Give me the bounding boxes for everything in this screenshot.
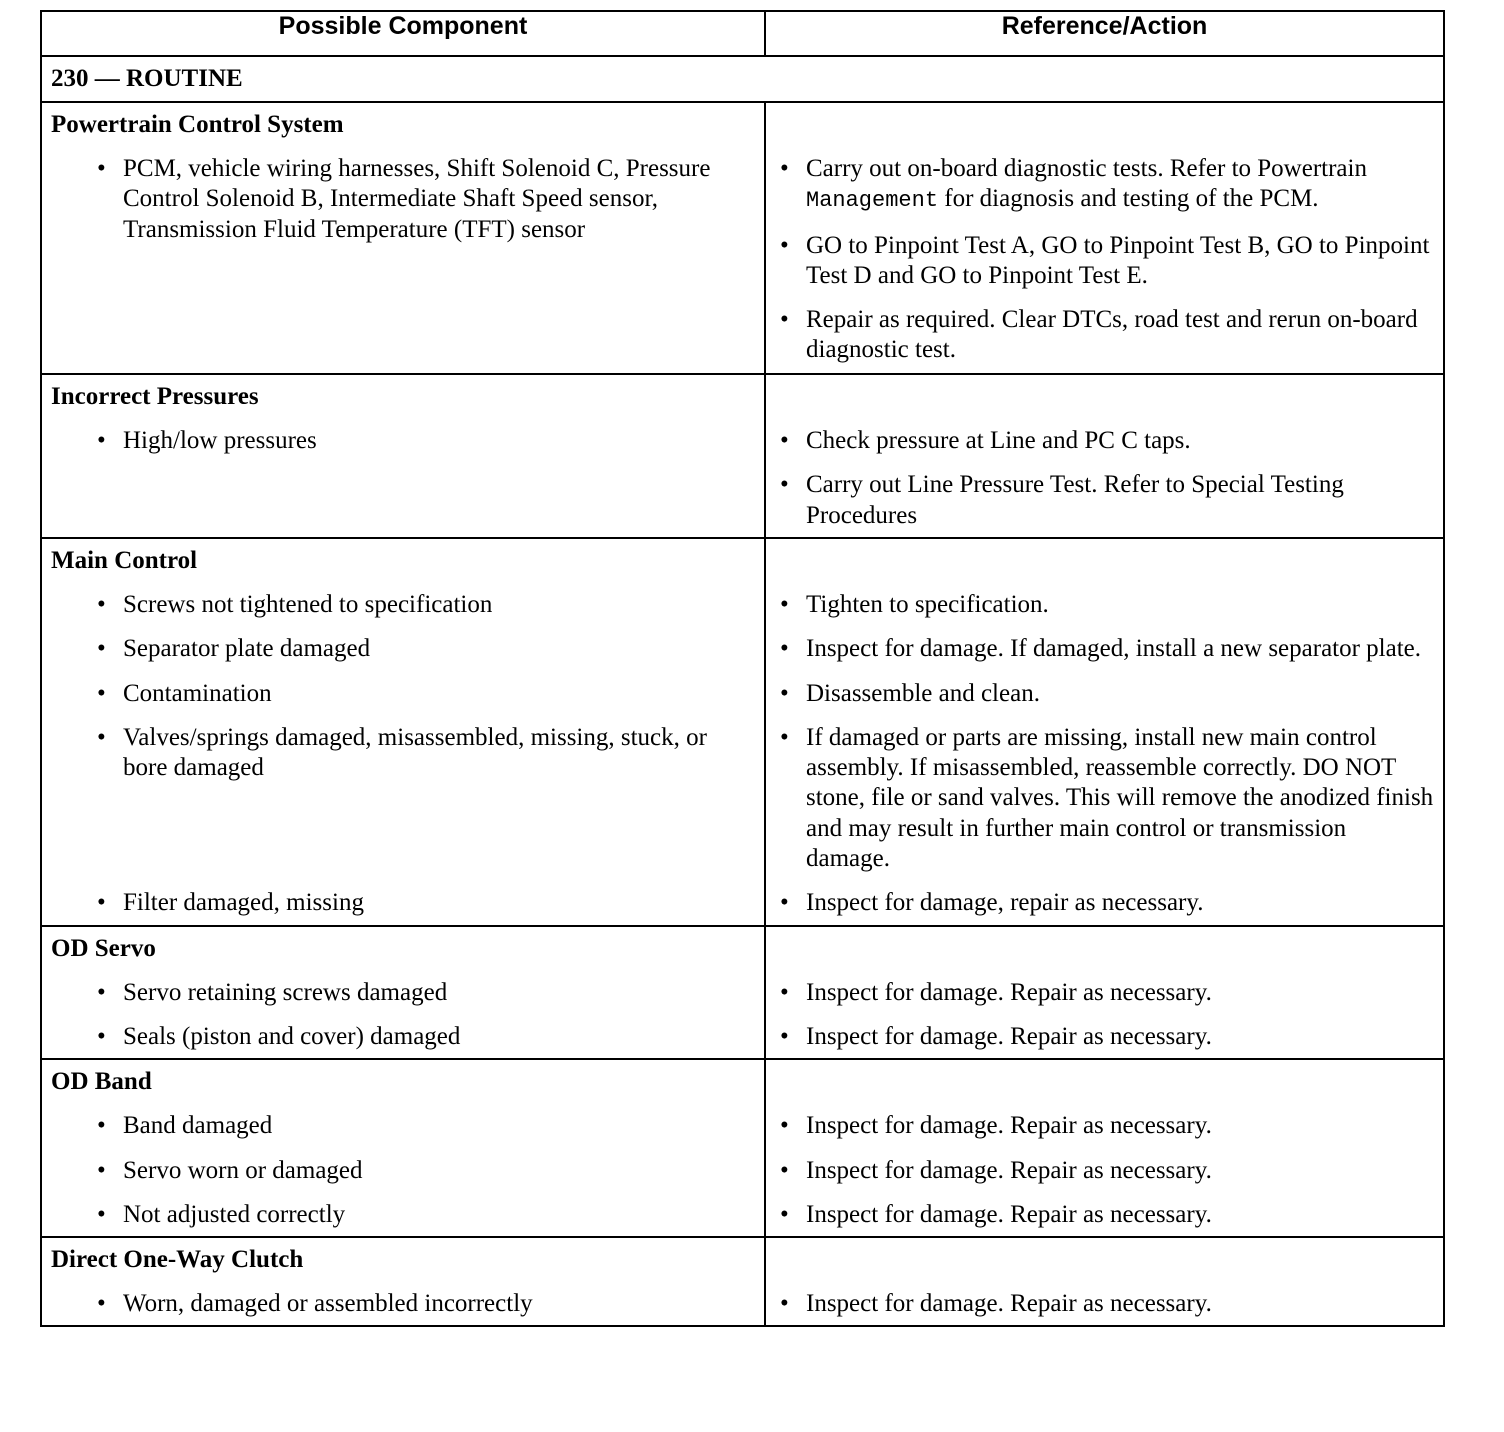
component-cell — [41, 1237, 765, 1326]
bullet-icon: • — [97, 1200, 106, 1228]
action-item — [775, 1111, 1434, 1141]
bullet-icon: • — [97, 978, 106, 1006]
component-text: Servo worn or damaged — [123, 1156, 363, 1184]
action-cell — [765, 538, 1444, 926]
action-item — [775, 1200, 1434, 1230]
action-text: Inspect for damage, repair as necessary. — [806, 889, 1204, 917]
component-item — [51, 426, 755, 531]
component-text: Screws not tightened to specification — [123, 591, 493, 618]
action-text: Inspect for damage. Repair as necessary. — [806, 1022, 1212, 1050]
bullet-icon: • — [97, 723, 106, 751]
component-text: Band damaged — [123, 1112, 273, 1140]
component-text: Not adjusted correctly — [123, 1200, 346, 1228]
component-cell — [41, 374, 765, 538]
section-row — [41, 1237, 1444, 1326]
section-title: Main Control — [51, 547, 198, 574]
action-item — [775, 305, 1434, 366]
bullet-icon: • — [780, 635, 789, 663]
section-title: OD Servo — [51, 934, 156, 962]
component-text: Separator plate damaged — [123, 635, 371, 663]
component-cell — [41, 102, 765, 374]
action-text: Inspect for damage. Repair as necessary. — [806, 978, 1212, 1006]
action-cell — [765, 1059, 1444, 1237]
action-item — [775, 590, 1434, 620]
component-cell — [41, 926, 765, 1060]
component-text: Contamination — [123, 679, 272, 707]
bullet-icon: • — [97, 427, 106, 454]
bullet-icon: • — [780, 889, 789, 917]
component-item — [51, 590, 755, 620]
action-item — [775, 634, 1434, 664]
action-item — [775, 679, 1434, 709]
action-item — [775, 723, 1434, 874]
diagnostic-table — [40, 10, 1445, 1327]
bullet-icon: • — [780, 1200, 789, 1228]
bullet-icon: • — [780, 723, 789, 751]
action-item — [775, 1156, 1434, 1186]
component-cell — [41, 538, 765, 926]
action-item — [775, 1289, 1434, 1319]
component-text: High/low pressures — [123, 427, 317, 454]
action-item — [775, 426, 1434, 456]
routine-label: 230 — ROUTINE — [41, 56, 1444, 102]
bullet-icon: • — [780, 978, 789, 1006]
action-text: Carry out Line Pressure Test. Refer to Special Testing Procedures — [806, 471, 1344, 529]
section-title: Powertrain Control System — [51, 111, 344, 138]
bullet-icon: • — [97, 1290, 106, 1318]
bullet-icon: • — [97, 1112, 106, 1140]
bullet-icon: • — [97, 635, 106, 663]
component-item — [51, 978, 755, 1008]
reference-mono-text: Management — [806, 188, 939, 214]
bullet-icon: • — [97, 679, 106, 707]
component-text: PCM, vehicle wiring harnesses, Shift Solenoid C, Pressure Control Solenoid B, Intermediate Shaft Speed sensor, Transmission Fluid Temperature (TFT) sensor — [123, 155, 711, 243]
bullet-icon: • — [780, 679, 789, 707]
bullet-icon: • — [780, 427, 789, 454]
component-cell — [41, 1059, 765, 1237]
action-item — [775, 1022, 1434, 1052]
component-text: Servo retaining screws damaged — [123, 978, 448, 1006]
component-item — [51, 634, 755, 664]
action-text: Inspect for damage. Repair as necessary. — [806, 1200, 1212, 1228]
section-title: Incorrect Pressures — [51, 383, 259, 410]
component-item — [51, 154, 755, 367]
bullet-icon: • — [97, 591, 106, 618]
bullet-icon: • — [97, 155, 106, 182]
action-text: Inspect for damage. Repair as necessary. — [806, 1290, 1212, 1318]
action-text: Inspect for damage. Repair as necessary. — [806, 1112, 1212, 1140]
action-item — [775, 154, 1434, 217]
bullet-icon: • — [780, 155, 789, 182]
section-row — [41, 538, 1444, 926]
component-item — [51, 1022, 755, 1052]
component-item — [51, 679, 755, 709]
section-row — [41, 374, 1444, 538]
bullet-icon: • — [780, 1112, 789, 1140]
action-text: GO to Pinpoint Test A, GO to Pinpoint Test B, GO to Pinpoint Test D and GO to Pinpoint Test E. — [806, 231, 1430, 289]
action-text: Inspect for damage. Repair as necessary. — [806, 1156, 1212, 1184]
bullet-icon: • — [780, 1156, 789, 1184]
section-row — [41, 1059, 1444, 1237]
action-text: Repair as required. Clear DTCs, road test and rerun on-board diagnostic test. — [806, 306, 1418, 364]
action-item — [775, 231, 1434, 292]
action-cell — [765, 926, 1444, 1060]
bullet-icon: • — [97, 888, 106, 916]
component-text: Worn, damaged or assembled incorrectly — [123, 1290, 533, 1318]
section-title: Direct One-Way Clutch — [51, 1246, 304, 1274]
action-text: Disassemble and clean. — [806, 679, 1040, 707]
action-text: Check pressure at Line and PC C taps. — [806, 427, 1191, 454]
header-reference-action: Reference/Action — [765, 11, 1444, 56]
routine-row — [41, 56, 1444, 102]
bullet-icon: • — [97, 1156, 106, 1184]
component-text: Valves/springs damaged, misassembled, missing, stuck, or bore damaged — [123, 723, 707, 782]
bullet-icon: • — [780, 471, 789, 499]
action-text: Carry out on-board diagnostic tests. Refer to Powertrain Management for diagnosis and testing of the PCM. — [806, 155, 1367, 214]
component-text: Filter damaged, missing — [123, 888, 364, 916]
bullet-icon: • — [780, 591, 789, 618]
bullet-icon: • — [97, 1022, 106, 1050]
action-cell — [765, 374, 1444, 538]
action-item — [775, 978, 1434, 1008]
component-item — [51, 888, 755, 918]
component-item — [51, 1289, 755, 1319]
component-item — [51, 723, 755, 874]
component-text: Seals (piston and cover) damaged — [123, 1022, 461, 1050]
bullet-icon: • — [780, 231, 789, 259]
action-text: If damaged or parts are missing, install new main control assembly. If misassembled, reassemble correctly. DO NOT stone, file or sand valves. This will remove the anodized finish and may result in further main control or transmission damage. — [806, 723, 1434, 873]
bullet-icon: • — [780, 306, 789, 334]
action-item — [775, 470, 1434, 531]
section-row — [41, 926, 1444, 1060]
component-item — [51, 1156, 755, 1186]
action-cell — [765, 102, 1444, 374]
header-row — [41, 11, 1444, 56]
action-item — [775, 888, 1434, 918]
action-cell — [765, 1237, 1444, 1326]
bullet-icon: • — [780, 1022, 789, 1050]
header-possible-component: Possible Component — [41, 11, 765, 56]
section-title: OD Band — [51, 1068, 152, 1096]
component-item — [51, 1200, 755, 1230]
bullet-icon: • — [780, 1290, 789, 1318]
section-row — [41, 102, 1444, 374]
action-text: Tighten to specification. — [806, 591, 1049, 618]
component-item — [51, 1111, 755, 1141]
action-text: Inspect for damage. If damaged, install a new separator plate. — [806, 635, 1422, 663]
